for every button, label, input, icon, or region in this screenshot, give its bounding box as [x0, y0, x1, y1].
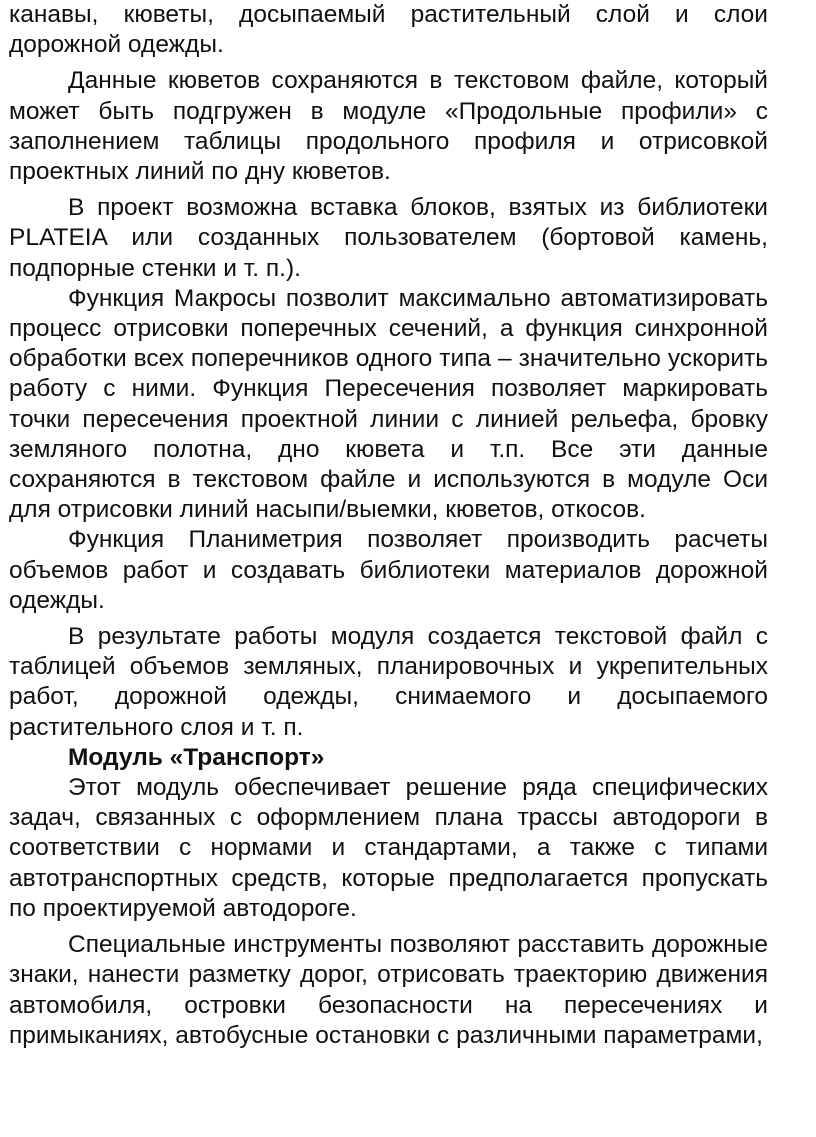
paragraph-special-tools: Специальные инструменты позволяют расставить дорожные знаки, нанести разметку дорог, отрисовать траекторию движения автомобиля, островки безопасности на пересечениях и примыканиях, автобусные остановки с различными параметрами,: [9, 931, 768, 1049]
paragraph-ditch-data: Данные кюветов сохраняются в текстовом файле, который может быть подгружен в модуле «Продольные профили» с заполнением таблицы продольного профиля и отрисовкой проектных линий по дну кюветов.: [9, 67, 768, 186]
paragraph-planimetry-function: Функция Планиметрия позволяет производить расчеты объемов работ и создавать библиотеки материалов дорожной одежды.: [9, 526, 768, 614]
paragraph-module-result: В результате работы модуля создается текстовой файл с таблицей объемов земляных, планировочных и укрепительных работ, дорожной одежды, снимаемого и досыпаемого растительного слоя и т. п.: [9, 623, 768, 741]
document-page: [9, 0, 768, 1051]
paragraph-block-insert: В проект возможна вставка блоков, взятых из библиотеки PLATEIA или созданных пользователем (бортовой камень, подпорные стенки и т. п.).: [9, 194, 768, 282]
paragraph-continuation: канавы, кюветы, досыпаемый растительный слой и слои дорожной одежды.: [9, 1, 768, 59]
paragraph-transport-module-description: Этот модуль обеспечивает решение ряда специфических задач, связанных с оформлением плана трассы автодороги в соответствии с нормами и стандартами, а также с типами автотранспортных средств, которые предполагается пропускать по проектируемой автодороге.: [9, 774, 768, 922]
section-heading-transport-module: Модуль «Транспорт»: [68, 743, 325, 771]
paragraph-macros-function: Функция Макросы позволит максимально автоматизировать процесс отрисовки поперечных сечений, а функция синхронной обработки всех поперечников одного типа – значительно ускорить работу с ними. Функция Пересечения позволяет маркировать точки пересечения проектной линии с линией рельефа, бровку земляного полотна, дно кювета и т.п. Все эти данные сохраняются в текстовом файле и используются в модуле Оси для отрисовки линий насыпи/выемки, кюветов, откосов.: [9, 284, 768, 524]
